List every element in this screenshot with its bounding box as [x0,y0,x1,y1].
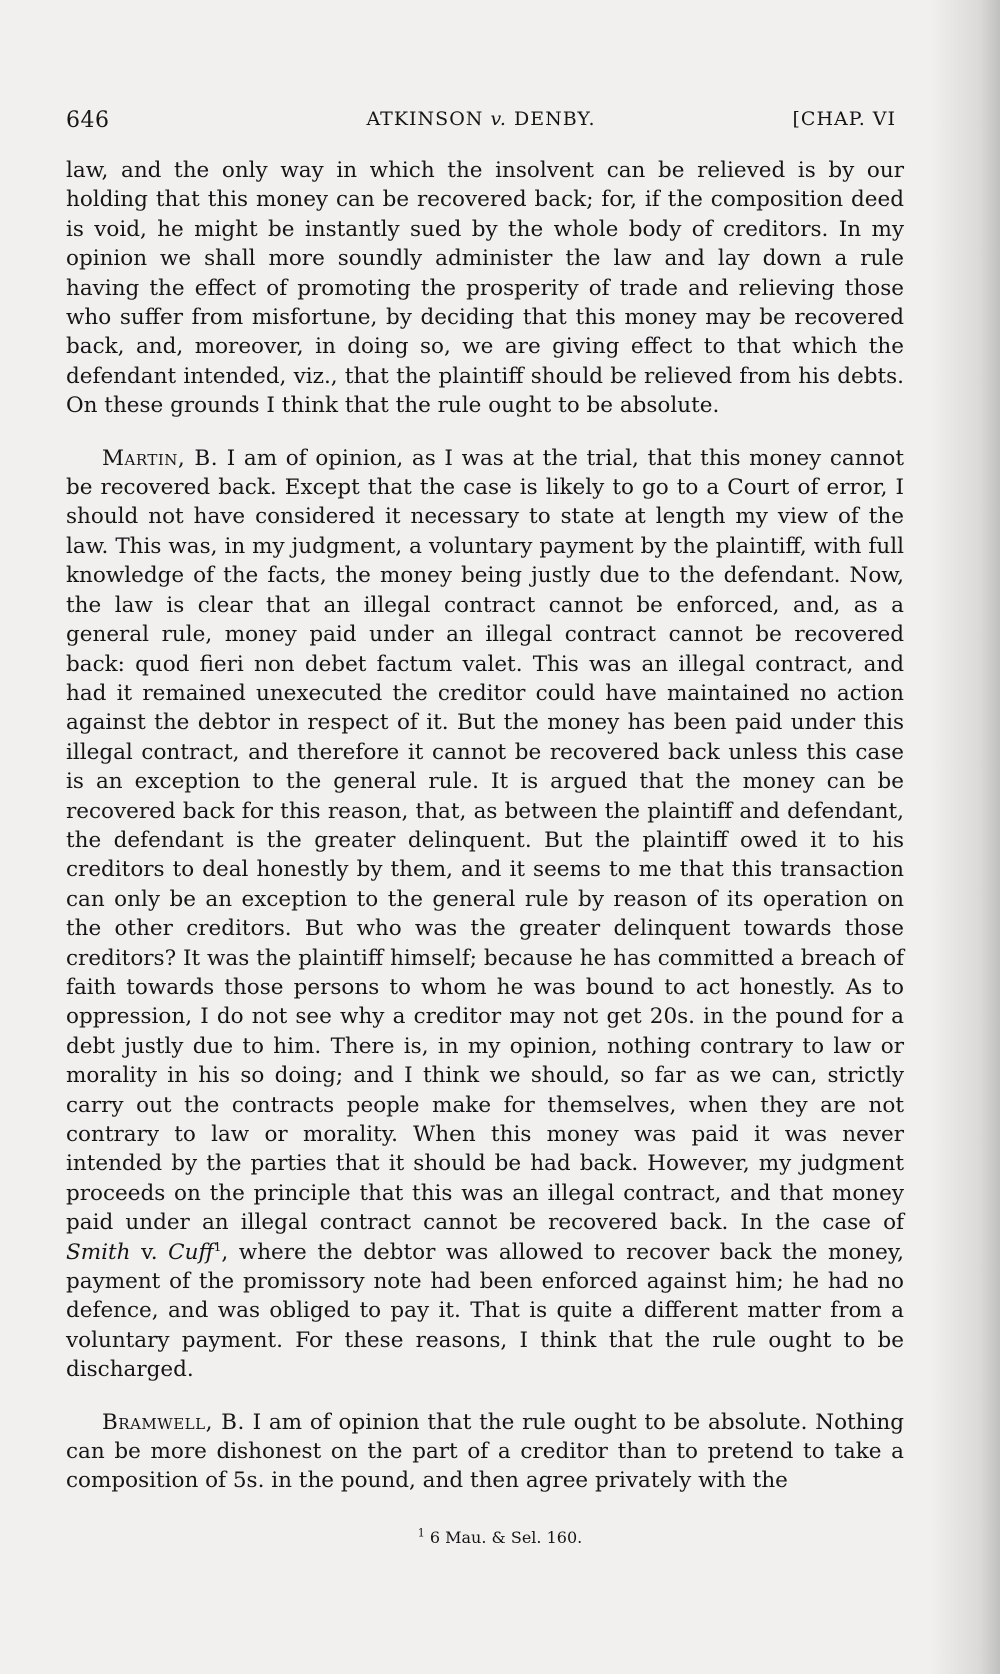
chapter-label: [CHAP. VI [792,108,896,130]
case-name-smith: Smith [66,1239,131,1265]
speaker-bramwell: Bramwell, B. [102,1409,245,1435]
footnote [0,1528,1000,1547]
paragraph-bramwell-judgment [66,1408,904,1496]
running-title-first-party: ATKINSON [366,108,491,130]
martin-text-part-2: , where the debtor was allowed to recover back the money, payment of the promissory note had been enforced against him; he had no defence, and was obliged to pay it. That is quite a different matter from a voluntary payment. For these reasons, I think that the rule ought to be discharged. [66,1239,904,1383]
running-title-versus: v. [490,108,507,130]
running-title [66,108,896,130]
running-title-second-party: DENBY. [506,108,596,130]
running-head [66,108,896,138]
speaker-martin: Martin, B. [102,445,219,471]
page-number: 646 [66,108,110,133]
footnote-citation: 6 Mau. & Sel. 160. [424,1528,583,1547]
paragraph-martin-judgment [66,444,904,1385]
martin-text-part-1: I am of opinion, as I was at the trial, that this money cannot be recovered back. Except that the case is likely to go to a Court of error, I should not have considered it necessary to state at length my view of the law. This was, in my judgment, a voluntary payment by the plaintiff, with full knowledge of the facts, the money being justly due to the defendant. Now, the law is clear that an illegal contract cannot be enforced, and, as a general rule, money paid under an illegal contract cannot be recovered back: quod fieri non debet factum valet. This was an illegal contract, and had it remained unexecuted the creditor could have maintained no action against the debtor in respect of it. But the money has been paid under this illegal contract, and therefore it cannot be recovered back unless this case is an exception to the general rule. It is argued that the money can be recovered back for this reason, that, as between the plaintiff and defendant, the defendant is the greater delinquent. But the plaintiff owed it to his creditors to deal honestly by them, and it seems to me that this transaction can only be an exception to the general rule by reason of its operation on the other creditors. But who was the greater delinquent towards those creditors? It was the plaintiff himself; because he has committed a breach of faith towards those persons to whom he was bound to act honestly. As to oppression, I do not see why a creditor may not get 20s. in the pound for a debt justly due to him. There is, in my opinion, nothing contrary to law or morality in his so doing; and I think we should, so far as we can, strictly carry out the contracts people make for themselves, when they are not contrary to law or morality. When this money was paid it was never intended by the parties that it should be had back. However, my judgment proceeds on the principle that this was an illegal contract, and that money paid under an illegal contract cannot be recovered back. In the case of [66,445,904,1236]
footnote-reference: 1 [213,1239,222,1254]
case-versus: v. [130,1239,169,1265]
paragraph-continuation: law, and the only way in which the insolvent can be relieved is by our holding that this money can be recovered back; for, if the composition deed is void, he might be instantly sued by the whole body of creditors. In my opinion we shall more soundly administer the law and lay down a rule having the effect of promoting the prosperity of trade and relieving those who suffer from misfortune, by deciding that this money may be recovered back, and, moreover, in doing so, we are giving effect to that which the defendant intended, viz., that the plaintiff should be relieved from his debts. On these grounds I think that the rule ought to be absolute. [66,158,904,419]
bramwell-text: I am of opinion that the rule ought to be absolute. Nothing can be more dishonest on the part of a creditor than to pretend to take a composition of 5s. in the pound, and then agree privately with the [66,1409,904,1494]
case-name-cuff: Cuff [168,1239,214,1265]
body-text [66,156,904,1496]
footnote-marker: 1 [417,1526,425,1540]
